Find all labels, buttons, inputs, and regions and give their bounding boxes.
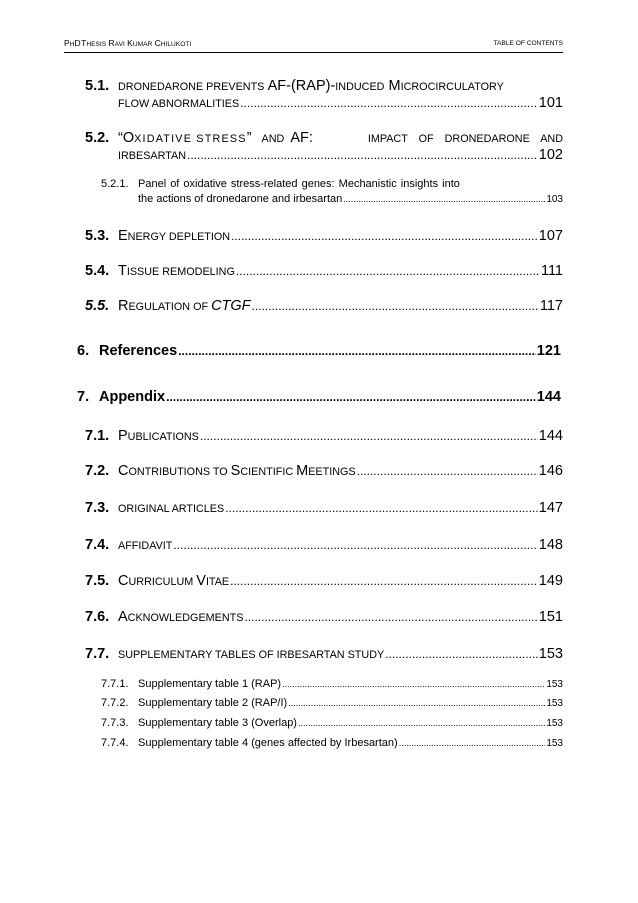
toc-title: CURRICULUM VITAE <box>118 573 230 589</box>
toc-title: Supplementary table 1 (RAP) <box>138 678 282 690</box>
toc-leader-dots <box>173 537 537 553</box>
toc-page-number: 146 <box>538 463 563 479</box>
toc-number: 5.3. <box>85 228 110 244</box>
toc-entry-7-2[interactable] <box>85 463 563 480</box>
toc-entry-7[interactable] <box>77 389 561 405</box>
toc-page-number: 144 <box>536 389 561 405</box>
toc-page-number: 153 <box>546 718 563 729</box>
header-thesis-author: PHD THESIS RAVI KUMAR CHILUKOTI <box>64 38 192 48</box>
toc-number: 5.5. <box>85 298 110 314</box>
toc-title: CONTRIBUTIONS TO SCIENTIFIC MEETINGS <box>118 463 356 479</box>
toc-entry-5-5[interactable] <box>85 298 563 315</box>
toc-leader-dots <box>357 463 538 479</box>
toc-number: 5.1. <box>85 78 110 94</box>
toc-page-number: 144 <box>538 428 563 444</box>
toc-title: PUBLICATIONS <box>118 428 199 444</box>
toc-entry-7-7-1[interactable] <box>101 677 563 692</box>
toc-title-line2: the actions of dronedarone and irbesartan <box>138 193 343 205</box>
toc-number: 7.2. <box>85 463 110 479</box>
toc-page-number: 101 <box>538 95 563 111</box>
toc-page-number: 107 <box>538 228 563 244</box>
toc-number: 7.7.1. <box>101 678 129 690</box>
toc-page-number: 153 <box>546 679 563 690</box>
toc-entry-6[interactable] <box>77 343 561 359</box>
toc-number: 5.2. <box>85 130 110 146</box>
toc-number: 7.4. <box>85 537 110 553</box>
toc-title-line1: IMPACT OF DRONEDARONE AND <box>367 133 563 145</box>
toc-page-number: 148 <box>538 537 563 553</box>
toc-page-number: 117 <box>539 298 563 314</box>
toc-page-number: 147 <box>538 500 563 516</box>
toc-number: 7.3. <box>85 500 110 516</box>
toc-leader-dots <box>298 716 545 731</box>
toc-entry-5-3[interactable] <box>85 228 563 245</box>
toc-title: Supplementary table 3 (Overlap) <box>138 717 297 729</box>
toc-leader-dots <box>166 389 536 405</box>
toc-title: AFFIDAVIT <box>118 540 173 552</box>
toc-entry-7-7[interactable] <box>85 646 563 663</box>
toc-number: 5.2.1. <box>101 178 129 190</box>
toc-title-line2: FLOW ABNORMALITIES <box>118 98 240 110</box>
toc-page-number: 153 <box>546 698 563 709</box>
toc-page-number: 153 <box>538 646 563 662</box>
toc-leader-dots <box>385 646 538 662</box>
toc-title: ENERGY DEPLETION <box>118 228 231 244</box>
toc-leader-dots <box>178 343 536 359</box>
toc-page-number: 151 <box>538 609 563 625</box>
toc-entry-7-3[interactable] <box>85 500 563 517</box>
toc-page-number: 153 <box>546 738 563 749</box>
toc-entry-5-2-1[interactable] <box>101 177 563 207</box>
toc-page-number: 102 <box>538 147 563 163</box>
toc-title: TISSUE REMODELING <box>118 263 235 279</box>
toc-leader-dots <box>236 263 540 279</box>
toc-title: References <box>99 343 178 359</box>
toc-number: 5.4. <box>85 263 110 279</box>
toc-leader-dots <box>240 95 538 111</box>
toc-number: 6. <box>77 343 90 359</box>
toc-title: SUPPLEMENTARY TABLES OF IRBESARTAN STUDY <box>118 649 385 661</box>
toc-number: 7.7.2. <box>101 697 129 709</box>
toc-leader-dots <box>231 228 538 244</box>
toc-page-number: 111 <box>540 263 563 279</box>
toc-entry-5-4[interactable] <box>85 263 563 280</box>
toc-entry-7-1[interactable] <box>85 428 563 445</box>
toc-number: 7.6. <box>85 609 110 625</box>
toc-leader-dots <box>187 147 538 163</box>
toc-title: ORIGINAL ARTICLES <box>118 503 225 515</box>
toc-title: Supplementary table 4 (genes affected by Irbesartan) <box>138 737 398 749</box>
toc-number: 7. <box>77 389 90 405</box>
toc-entry-7-7-3[interactable] <box>101 716 563 731</box>
toc-title-line1: Panel of oxidative stress-related genes: Mechanistic insights into <box>138 178 460 190</box>
toc-number: 7.7.3. <box>101 717 129 729</box>
toc-leader-dots <box>225 500 538 516</box>
toc-number: 7.7.4. <box>101 737 129 749</box>
toc-leader-dots <box>288 696 545 711</box>
toc-leader-dots <box>230 573 538 589</box>
toc-entry-7-7-2[interactable] <box>101 696 563 711</box>
toc-title: ACKNOWLEDGEMENTS <box>118 609 244 625</box>
toc-leader-dots <box>282 677 545 692</box>
toc-leader-dots <box>200 428 538 444</box>
toc-number: 7.7. <box>85 646 110 662</box>
toc-page-number: 103 <box>546 194 563 205</box>
toc-title-line2: IRBESARTAN <box>118 150 186 162</box>
toc-title: Appendix <box>99 389 166 405</box>
toc-leader-dots <box>343 192 545 207</box>
toc-entry-5-2[interactable]: 5.2. “O XIDATIVE STRESS ” AND AF: IMPACT OF DRONEDARONE AND IRBESARTAN ..... 102 <box>85 130 563 164</box>
toc-leader-dots <box>244 609 537 625</box>
toc-number: 7.5. <box>85 573 110 589</box>
toc-number: 7.1. <box>85 428 110 444</box>
toc-entry-5-1[interactable] <box>85 78 563 112</box>
toc-title-line1: DRONEDARONE PREVENTS AF-(RAP)-INDUCED MICROCIRCULATORY <box>118 78 504 94</box>
toc-title: Supplementary table 2 (RAP/I) <box>138 697 288 709</box>
toc-entry-7-6[interactable] <box>85 609 563 626</box>
header-section-title: TABLE OF CONTENTS <box>493 40 563 47</box>
toc-leader-dots <box>252 298 539 314</box>
running-header <box>64 38 563 53</box>
toc-page-number: 121 <box>536 343 561 359</box>
toc-entry-7-4[interactable] <box>85 537 563 554</box>
toc-entry-7-7-4[interactable] <box>101 736 563 751</box>
toc-page-number: 149 <box>538 573 563 589</box>
toc-leader-dots <box>399 736 546 751</box>
toc-entry-7-5[interactable] <box>85 573 563 590</box>
toc-title: REGULATION OF CTGF <box>118 298 251 314</box>
